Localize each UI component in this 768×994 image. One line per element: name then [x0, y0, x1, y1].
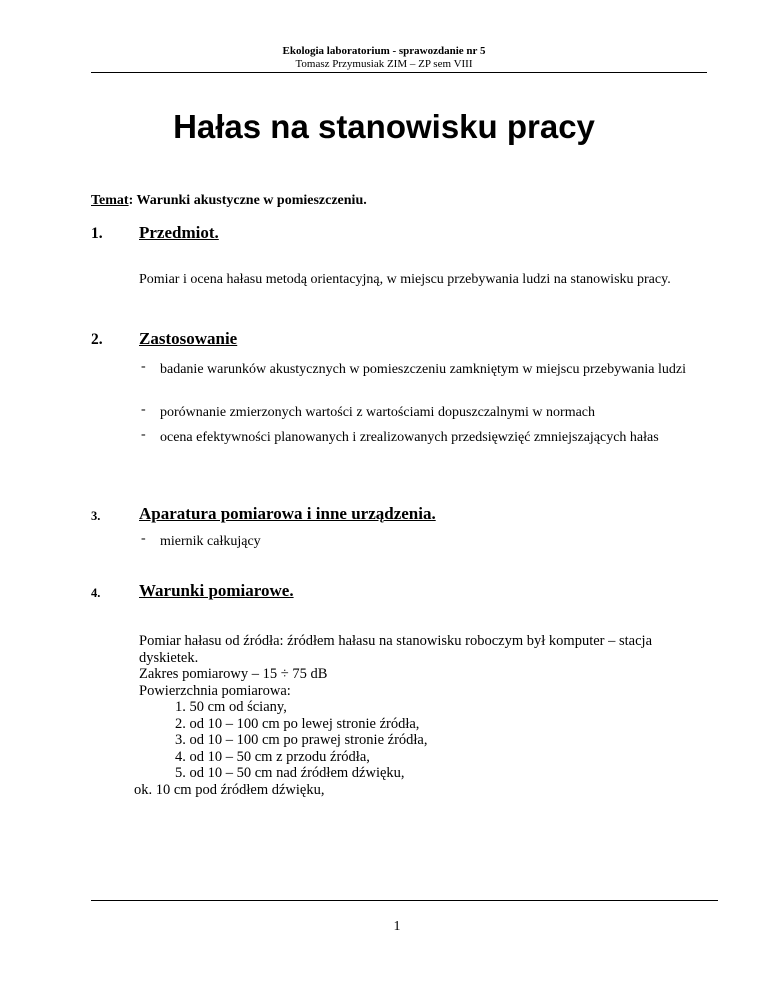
footer-divider: [91, 900, 718, 901]
conditions-line-3: Powierzchnia pomiarowa:: [139, 682, 291, 699]
section-3-number: 3.: [91, 509, 101, 523]
section-1-title: Przedmiot.: [139, 223, 219, 242]
section-2-item-2: porównanie zmierzonych wartości z wartościami dopuszczalnymi w normach: [160, 405, 596, 420]
bullet-dash: -: [141, 359, 146, 374]
section-2-title: Zastosowanie: [139, 329, 238, 348]
header-line-1: Ekologia laboratorium - sprawozdanie nr 5: [282, 45, 486, 57]
bullet-dash: -: [141, 427, 146, 442]
section-2-number: 2.: [91, 331, 103, 348]
page-number: 1: [393, 919, 401, 934]
section-1-text: Pomiar i ocena hałasu metodą orientacyjną, w miejscu przebywania ludzi na stanowisku pracy.: [139, 272, 671, 287]
bullet-dash: -: [141, 402, 146, 417]
topic-label: Temat: [91, 193, 129, 208]
conditions-line-2: Zakres pomiarowy – 15 ÷ 75 dB: [139, 666, 328, 682]
surface-list-item: 2. od 10 – 100 cm po lewej stronie źródła,: [175, 715, 420, 732]
surface-list-item: 1. 50 cm od ściany,: [175, 699, 287, 715]
bullet-dash: -: [141, 531, 146, 546]
conditions-line-1: Pomiar hałasu od źródła: źródłem hałasu na stanowisku roboczym był komputer – stacja dyskietek.: [139, 633, 653, 666]
section-2-item-3: ocena efektywności planowanych i zrealizowanych przedsięwzięć zmniejszających hałas: [160, 430, 659, 445]
surface-list-item: 5. od 10 – 50 cm nad źródłem dźwięku,: [175, 765, 405, 781]
topic-text: : Warunki akustyczne w pomieszczeniu.: [128, 193, 367, 208]
surface-list-item: 4. od 10 – 50 cm z przodu źródła,: [175, 748, 370, 765]
section-3-title: Aparatura pomiarowa i inne urządzenia.: [139, 504, 436, 523]
surface-list-item: 3. od 10 – 100 cm po prawej stronie źródła,: [175, 732, 428, 748]
measurement-conditions: [134, 633, 707, 798]
section-4-title: Warunki pomiarowe.: [139, 581, 294, 600]
surface-list-tail: ok. 10 cm pod źródłem dźwięku,: [134, 781, 325, 798]
section-3-item-1: miernik całkujący: [160, 534, 261, 549]
page-title: Hałas na stanowisku pracy: [173, 108, 595, 145]
header-line-2: Tomasz Przymusiak ZIM – ZP sem VIII: [295, 58, 473, 70]
section-1-number: 1.: [91, 225, 103, 242]
topic-line: [91, 193, 367, 209]
header-divider: [91, 72, 707, 73]
section-4-number: 4.: [91, 586, 101, 600]
section-2-item-1: badanie warunków akustycznych w pomieszczeniu zamkniętym w miejscu przebywania ludzi: [160, 362, 686, 377]
